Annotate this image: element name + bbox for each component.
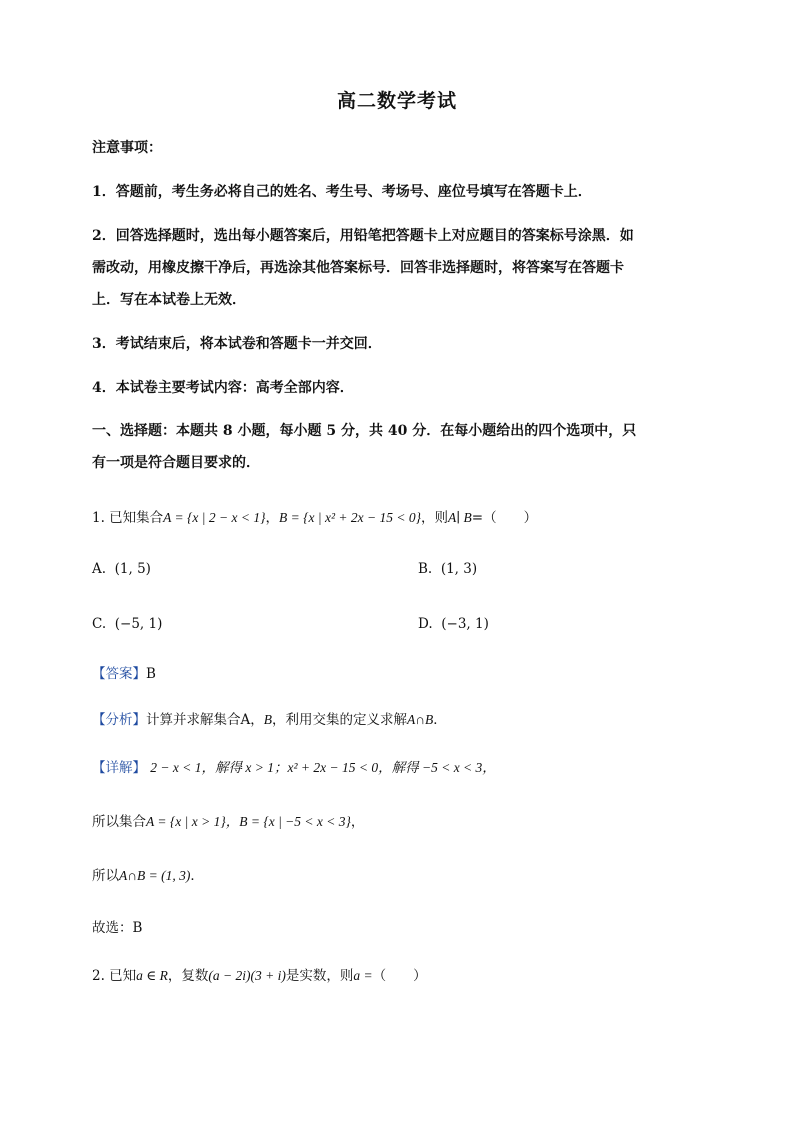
notice-item-1: 1．答题前，考生务必将自己的姓名、考生号、考场号、座位号填写在答题卡上． (92, 184, 592, 200)
detail-line-1: 2 − x < 1，解得 x > 1；x² + 2x − 15 < 0，解得 −5 < x < 3， (150, 760, 496, 775)
q1-answer (92, 664, 156, 684)
q1-choose: 故选：B (92, 920, 143, 936)
option-b-label: B. (418, 561, 433, 577)
q1-set-b: B = {x | x² + 2x − 15 < 0} (279, 510, 421, 525)
analysis-text: 计算并求解集合A， (146, 712, 264, 728)
notice-heading: 注意事项： (92, 140, 162, 156)
q2-expr: (a − 2i)(3 + i) (208, 968, 286, 983)
detail-tag: 【详解】 (92, 760, 146, 776)
analysis-expr: A∩B (407, 712, 434, 727)
notice-item-2-end: 上．写在本试卷上无效． (92, 292, 246, 308)
q1-detail-line-3 (92, 866, 204, 886)
q2-tail: （ ） (372, 968, 427, 984)
q1-suffix: ，则 (420, 510, 448, 526)
q1-option-a (92, 559, 151, 579)
q1-sep: ， (265, 510, 279, 526)
q2-var: a = (353, 968, 373, 983)
detail-line-3-prefix: 所以 (92, 868, 119, 884)
answer-tag: 【答案】 (92, 666, 146, 682)
q1-analysis (92, 710, 447, 730)
q1-expr: A∣ B (447, 510, 472, 525)
q2-prefix: 2. 已知 (92, 968, 137, 984)
detail-line-3-end: ． (190, 868, 204, 884)
q2-mid: ，复数 (167, 968, 209, 984)
analysis-tag: 【分析】 (92, 712, 146, 728)
analysis-end: ． (433, 712, 447, 728)
analysis-set-b: B (263, 712, 272, 727)
q1-option-b (418, 559, 477, 579)
exam-title: 高二数学考试 (336, 90, 457, 112)
question-2 (92, 966, 427, 986)
answer-value: B (146, 666, 156, 682)
option-a-label: A. (92, 561, 107, 577)
notice-item-4: 4．本试卷主要考试内容：高考全部内容． (92, 380, 354, 396)
notice-item-3: 3．考试结束后，将本试卷和答题卡一并交回． (92, 336, 382, 352)
q1-option-c (92, 614, 162, 634)
q1-detail-line-2 (92, 812, 364, 832)
q2-cond: a ∈ R (136, 968, 168, 983)
section1-line1: 一、选择题：本题共 8 小题，每小题 5 分，共 40 分．在每小题给出的四个选项中，只 (92, 423, 637, 439)
option-b-value: (1, 3) (440, 561, 478, 577)
option-d-value: (−3, 1) (441, 616, 489, 632)
detail-line-3-math: A∩B = (1, 3) (119, 868, 191, 883)
option-d-label: D. (418, 616, 433, 632)
q1-prefix: 1. 已知集合 (92, 510, 164, 526)
option-c-value: (−5, 1) (114, 616, 163, 632)
option-c-label: C. (92, 616, 107, 632)
analysis-text-2: ，利用交集的定义求解 (272, 712, 407, 728)
notice-item-2-cont: 需改动，用橡皮擦干净后，再选涂其他答案标号．回答非选择题时，将答案写在答题卡 (92, 260, 624, 276)
detail-line-2-end: ， (350, 814, 365, 830)
detail-line-2-math: A = {x | x > 1}，B = {x | −5 < x < 3} (146, 814, 351, 829)
notice-item-2: 2．回答选择题时，选出每小题答案后，用铅笔把答题卡上对应题目的答案标号涂黑．如 (92, 228, 634, 244)
q1-detail (92, 758, 496, 778)
option-a-value: (1, 5) (114, 561, 151, 577)
q1-tail: =（ ） (471, 510, 538, 526)
q1-set-a: A = {x | 2 − x < 1} (163, 510, 266, 525)
q1-option-d (418, 614, 489, 634)
question-1 (92, 508, 537, 528)
section1-line2: 有一项是符合题目要求的． (92, 455, 260, 471)
q2-text: 是实数，则 (285, 968, 354, 984)
detail-line-2-prefix: 所以集合 (92, 814, 146, 830)
